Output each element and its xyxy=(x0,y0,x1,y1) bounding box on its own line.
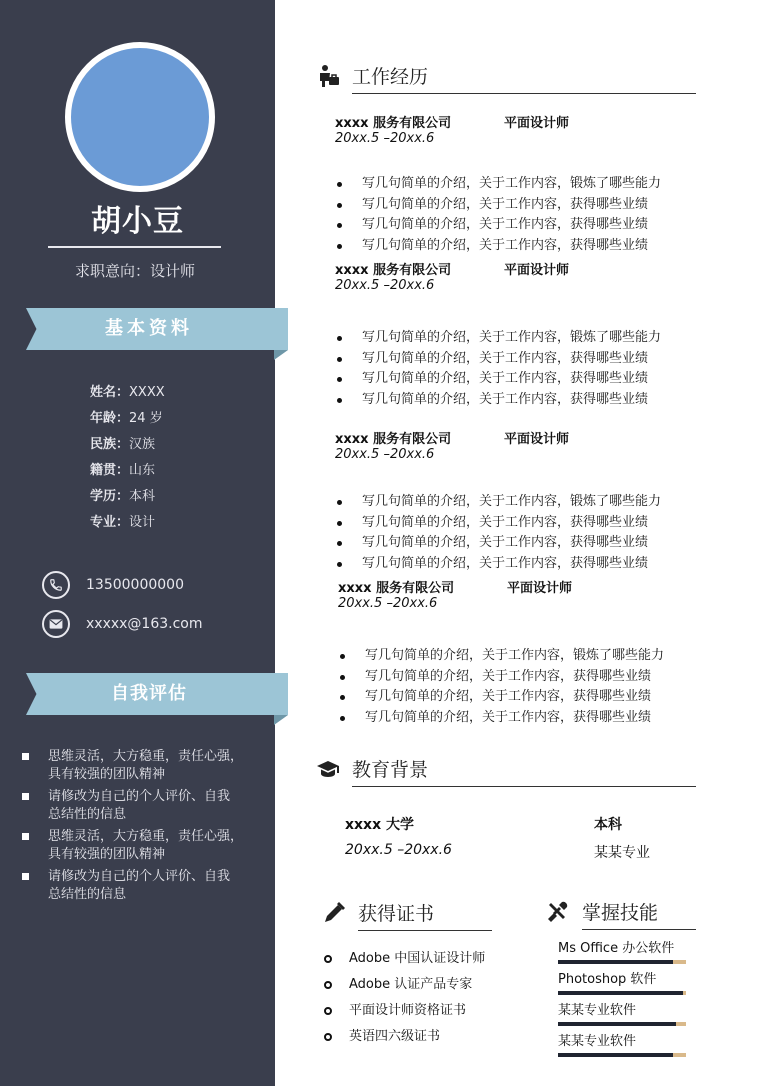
certificate-item xyxy=(324,976,485,1002)
certificate-text: 英语四六级证书 xyxy=(349,1029,441,1044)
duty-item xyxy=(335,196,661,217)
duty-item xyxy=(335,534,661,555)
skills-section-header xyxy=(546,898,696,928)
mail-icon xyxy=(42,610,70,638)
info-value: 汉族 xyxy=(129,437,156,452)
duty-item xyxy=(338,688,664,709)
job-role: 平面设计师 xyxy=(504,116,570,131)
duty-text: 写几句简单的介绍，关于工作内容，锻炼了哪些能力 xyxy=(362,494,662,509)
job-role: 平面设计师 xyxy=(504,263,570,278)
bullet-icon xyxy=(337,398,342,403)
eval-line: 思维灵活，大方稳重，责任心强， xyxy=(48,829,244,844)
info-item xyxy=(90,436,165,462)
basic-info-list xyxy=(90,384,165,540)
ring-bullet-icon xyxy=(324,955,332,963)
pen-icon xyxy=(322,901,346,925)
ring-bullet-icon xyxy=(324,1033,332,1041)
duty-item xyxy=(335,514,661,535)
eval-line: 请修改为自己的个人评价、自我 xyxy=(48,869,231,884)
job-duties xyxy=(338,647,664,729)
certificate-item xyxy=(324,1002,485,1028)
skills-section-title: 掌握技能 xyxy=(582,902,659,924)
duty-text: 写几句简单的介绍，关于工作内容，获得哪些业绩 xyxy=(362,237,649,253)
duty-text: 写几句简单的介绍，关于工作内容，获得哪些业绩 xyxy=(362,196,649,212)
certificate-text: Adobe 中国认证设计师 xyxy=(349,951,486,966)
eval-line: 总结性的信息 xyxy=(48,887,127,902)
duty-text: 写几句简单的介绍，关于工作内容，锻炼了哪些能力 xyxy=(362,330,662,345)
skill-bar xyxy=(558,1053,686,1057)
section-underline xyxy=(352,93,696,94)
info-item xyxy=(90,488,165,514)
ring-bullet-icon xyxy=(324,981,332,989)
duty-text: 写几句简单的介绍，关于工作内容，获得哪些业绩 xyxy=(362,514,649,530)
phone-number: 13500000000 xyxy=(86,577,184,593)
duty-item xyxy=(335,237,661,258)
info-label: 年龄： xyxy=(90,411,130,426)
skill-bar-fill xyxy=(558,960,673,964)
duty-text: 写几句简单的介绍，关于工作内容，获得哪些业绩 xyxy=(365,709,652,725)
skill-item xyxy=(558,971,686,995)
section-underline xyxy=(352,786,696,787)
job-duties xyxy=(335,175,661,257)
email-address: xxxxx@163.com xyxy=(86,616,203,632)
bullet-icon xyxy=(340,716,345,721)
certificate-text: Adobe 认证产品专家 xyxy=(349,977,473,992)
edu-degree: 本科 xyxy=(594,817,622,833)
self-eval-list xyxy=(22,748,272,908)
duty-text: 写几句简单的介绍，关于工作内容，锻炼了哪些能力 xyxy=(365,648,665,663)
name-divider xyxy=(48,246,221,248)
bullet-icon xyxy=(337,562,342,567)
work-section-title: 工作经历 xyxy=(352,66,429,88)
job-duties xyxy=(335,329,661,411)
bullet-icon xyxy=(340,695,345,700)
banner-fold xyxy=(274,715,288,725)
profile-name: 胡小豆 xyxy=(91,204,184,239)
skill-label: Photoshop 软件 xyxy=(558,972,657,987)
square-bullet-icon xyxy=(22,833,29,840)
square-bullet-icon xyxy=(22,873,29,880)
info-value: 设计 xyxy=(129,515,156,530)
duty-text: 写几句简单的介绍，关于工作内容，获得哪些业绩 xyxy=(362,217,649,232)
education-section-header xyxy=(316,755,696,785)
graduation-cap-icon xyxy=(316,757,340,781)
duty-item xyxy=(338,647,664,668)
duty-item xyxy=(335,350,661,371)
certificates-section-title: 获得证书 xyxy=(358,903,435,925)
bullet-icon xyxy=(337,357,342,362)
info-label: 籍贯： xyxy=(90,463,130,478)
info-value: XXXX xyxy=(129,385,165,400)
duty-text: 写几句简单的介绍，关于工作内容，获得哪些业绩 xyxy=(362,535,649,550)
skill-item xyxy=(558,940,686,964)
eval-item xyxy=(22,748,272,784)
bullet-icon xyxy=(337,377,342,382)
duty-item xyxy=(335,391,661,412)
basic-info-title: 基本资料 xyxy=(105,318,193,339)
duty-item xyxy=(335,493,661,514)
duty-item xyxy=(338,668,664,689)
duty-text: 写几句简单的介绍，关于工作内容，获得哪些业绩 xyxy=(365,689,652,704)
eval-line: 总结性的信息 xyxy=(48,807,127,822)
skill-bar-fill xyxy=(558,1053,673,1057)
duty-item xyxy=(335,216,661,237)
edu-school: xxxx 大学 xyxy=(345,817,414,833)
certificates-section-header xyxy=(322,899,492,929)
info-item xyxy=(90,410,165,436)
bullet-icon xyxy=(337,223,342,228)
job-period: 20xx.5 –20xx.6 xyxy=(338,596,438,611)
info-value: 山东 xyxy=(129,463,156,478)
job-company: xxxx 服务有限公司 xyxy=(335,432,452,447)
eval-item xyxy=(22,868,272,904)
duty-item xyxy=(335,370,661,391)
certificates-list xyxy=(324,950,485,1054)
duty-text: 写几句简单的介绍，关于工作内容，锻炼了哪些能力 xyxy=(362,176,662,191)
bullet-icon xyxy=(337,203,342,208)
info-label: 学历： xyxy=(90,489,130,504)
job-period: 20xx.5 –20xx.6 xyxy=(335,131,435,146)
skill-item xyxy=(558,1002,686,1026)
bullet-icon xyxy=(337,541,342,546)
skill-label: 某某专业软件 xyxy=(558,1003,637,1018)
job-company: xxxx 服务有限公司 xyxy=(335,116,452,131)
job-period: 20xx.5 –20xx.6 xyxy=(335,447,435,462)
bullet-icon xyxy=(337,500,342,505)
eval-line: 具有较强的团队精神 xyxy=(48,767,166,782)
info-item xyxy=(90,384,165,410)
bullet-icon xyxy=(337,182,342,187)
info-label: 专业： xyxy=(90,515,130,530)
bullet-icon xyxy=(337,336,342,341)
job-intent: 求职意向：设计师 xyxy=(74,262,195,280)
duty-text: 写几句简单的介绍，关于工作内容，获得哪些业绩 xyxy=(362,371,649,386)
skill-item xyxy=(558,1033,686,1057)
duty-item xyxy=(335,555,661,576)
certificate-item xyxy=(324,950,485,976)
info-item xyxy=(90,462,165,488)
skill-label: Ms Office 办公软件 xyxy=(558,941,675,956)
bullet-icon xyxy=(337,521,342,526)
skill-bar-fill xyxy=(558,1022,676,1026)
sidebar xyxy=(0,0,275,1086)
job-role: 平面设计师 xyxy=(504,432,570,447)
tools-icon xyxy=(546,900,570,924)
duty-text: 写几句简单的介绍，关于工作内容，获得哪些业绩 xyxy=(365,668,652,684)
info-label: 姓名： xyxy=(90,385,130,400)
duty-text: 写几句简单的介绍，关于工作内容，获得哪些业绩 xyxy=(362,555,649,571)
square-bullet-icon xyxy=(22,793,29,800)
eval-line: 具有较强的团队精神 xyxy=(48,847,166,862)
skill-bar xyxy=(558,991,686,995)
bullet-icon xyxy=(340,675,345,680)
self-eval-title: 自我评估 xyxy=(111,683,187,704)
skill-bar xyxy=(558,1022,686,1026)
avatar xyxy=(65,42,215,192)
certificate-item xyxy=(324,1028,485,1054)
eval-item xyxy=(22,788,272,824)
self-eval-banner xyxy=(26,673,288,715)
job-company: xxxx 服务有限公司 xyxy=(335,263,452,278)
phone-icon xyxy=(42,571,70,599)
duty-item xyxy=(338,709,664,730)
skill-bar xyxy=(558,960,686,964)
edu-major: 某某专业 xyxy=(594,845,650,861)
eval-line: 请修改为自己的个人评价、自我 xyxy=(48,789,231,804)
job-period: 20xx.5 –20xx.6 xyxy=(335,278,435,293)
skill-label: 某某专业软件 xyxy=(558,1034,637,1049)
bullet-icon xyxy=(340,654,345,659)
bullet-icon xyxy=(337,244,342,249)
eval-line: 思维灵活，大方稳重，责任心强， xyxy=(48,749,244,764)
duty-item xyxy=(335,329,661,350)
banner-fold xyxy=(274,350,288,360)
certificate-text: 平面设计师资格证书 xyxy=(349,1003,467,1018)
job-duties xyxy=(335,493,661,575)
info-value: 24 岁 xyxy=(129,411,163,426)
eval-item xyxy=(22,828,272,864)
briefcase-person-icon xyxy=(316,64,340,88)
square-bullet-icon xyxy=(22,753,29,760)
contact-email[interactable] xyxy=(42,610,203,638)
info-label: 民族： xyxy=(90,437,130,452)
duty-text: 写几句简单的介绍，关于工作内容，获得哪些业绩 xyxy=(362,350,649,366)
section-underline xyxy=(358,930,492,931)
info-value: 本科 xyxy=(129,489,156,504)
work-section-header xyxy=(316,62,696,92)
job-role: 平面设计师 xyxy=(507,581,573,596)
basic-info-banner xyxy=(26,308,288,350)
job-company: xxxx 服务有限公司 xyxy=(338,581,455,596)
duty-item xyxy=(335,175,661,196)
ring-bullet-icon xyxy=(324,1007,332,1015)
duty-text: 写几句简单的介绍，关于工作内容，获得哪些业绩 xyxy=(362,391,649,407)
skill-bar-fill xyxy=(558,991,683,995)
edu-period: 20xx.5 –20xx.6 xyxy=(345,842,452,858)
info-item xyxy=(90,514,165,540)
education-section-title: 教育背景 xyxy=(352,759,429,781)
contact-phone[interactable] xyxy=(42,571,184,599)
section-underline xyxy=(582,929,696,930)
